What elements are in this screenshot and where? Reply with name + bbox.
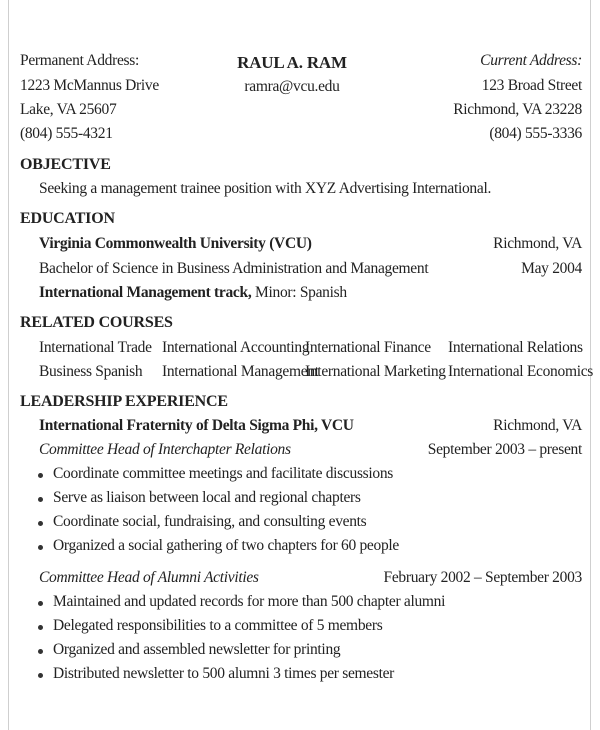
bullet-icon	[38, 601, 43, 606]
role-bullet: Organized a social gathering of two chapters for 60 people	[53, 537, 400, 554]
course-item: International Management	[162, 363, 319, 380]
education-school: Virginia Commonwealth University (VCU)	[39, 235, 312, 252]
permanent-city: Lake, VA 25607	[20, 101, 117, 118]
role-bullet: Coordinate committee meetings and facilitate discussions	[53, 465, 394, 482]
course-item: International Marketing	[305, 363, 446, 380]
course-item: Business Spanish	[39, 363, 143, 380]
bullet-icon	[38, 545, 43, 550]
permanent-address-label: Permanent Address:	[20, 52, 140, 69]
bullet-icon	[38, 521, 43, 526]
role-bullet: Delegated responsibilities to a committee of 5 members	[53, 617, 383, 634]
role-bullet: Organized and assembled newsletter for printing	[53, 641, 341, 658]
education-location: Richmond, VA	[493, 235, 582, 252]
bullet-icon	[38, 625, 43, 630]
bullet-icon	[38, 497, 43, 502]
objective-text: Seeking a management trainee position with XYZ Advertising International.	[39, 180, 492, 197]
leadership-org: International Fraternity of Delta Sigma Phi, VCU	[39, 417, 354, 434]
course-item: International Finance	[305, 339, 431, 356]
education-minor: Minor: Spanish	[255, 284, 347, 301]
role-title: Committee Head of Alumni Activities	[39, 569, 259, 586]
current-city: Richmond, VA 23228	[453, 101, 582, 118]
education-degree: Bachelor of Science in Business Administration and Management	[39, 260, 429, 277]
education-heading: EDUCATION	[20, 210, 115, 227]
role-bullet: Coordinate social, fundraising, and consulting events	[53, 513, 367, 530]
role-dates: September 2003 – present	[427, 441, 582, 458]
course-item: International Relations	[448, 339, 583, 356]
course-item: International Accounting	[162, 339, 310, 356]
current-address-label: Current Address:	[480, 52, 582, 69]
current-phone: (804) 555-3336	[489, 125, 582, 142]
applicant-email: ramra@vcu.edu	[244, 78, 340, 95]
current-street: 123 Broad Street	[481, 77, 582, 94]
objective-heading: OBJECTIVE	[20, 156, 111, 173]
permanent-street: 1223 McMannus Drive	[20, 77, 159, 94]
role-bullet: Maintained and updated records for more than 500 chapter alumni	[53, 593, 446, 610]
education-track-line	[39, 284, 347, 302]
leadership-location: Richmond, VA	[493, 417, 582, 434]
bullet-icon	[38, 473, 43, 478]
role-bullet: Distributed newsletter to 500 alumni 3 times per semester	[53, 665, 395, 682]
bullet-icon	[38, 673, 43, 678]
applicant-name: RAUL A. RAM	[237, 53, 347, 72]
courses-heading: RELATED COURSES	[20, 314, 173, 331]
resume-page	[8, 0, 594, 730]
education-date: May 2004	[521, 260, 582, 277]
course-item: International Trade	[39, 339, 152, 356]
education-track: International Management track,	[39, 284, 252, 301]
role-title: Committee Head of Interchapter Relations	[39, 441, 291, 458]
leadership-heading: LEADERSHIP EXPERIENCE	[20, 393, 228, 410]
permanent-phone: (804) 555-4321	[20, 125, 113, 142]
course-item: International Economics	[448, 363, 594, 380]
bullet-icon	[38, 649, 43, 654]
role-dates: February 2002 – September 2003	[383, 569, 582, 586]
role-bullet: Serve as liaison between local and regional chapters	[53, 489, 361, 506]
